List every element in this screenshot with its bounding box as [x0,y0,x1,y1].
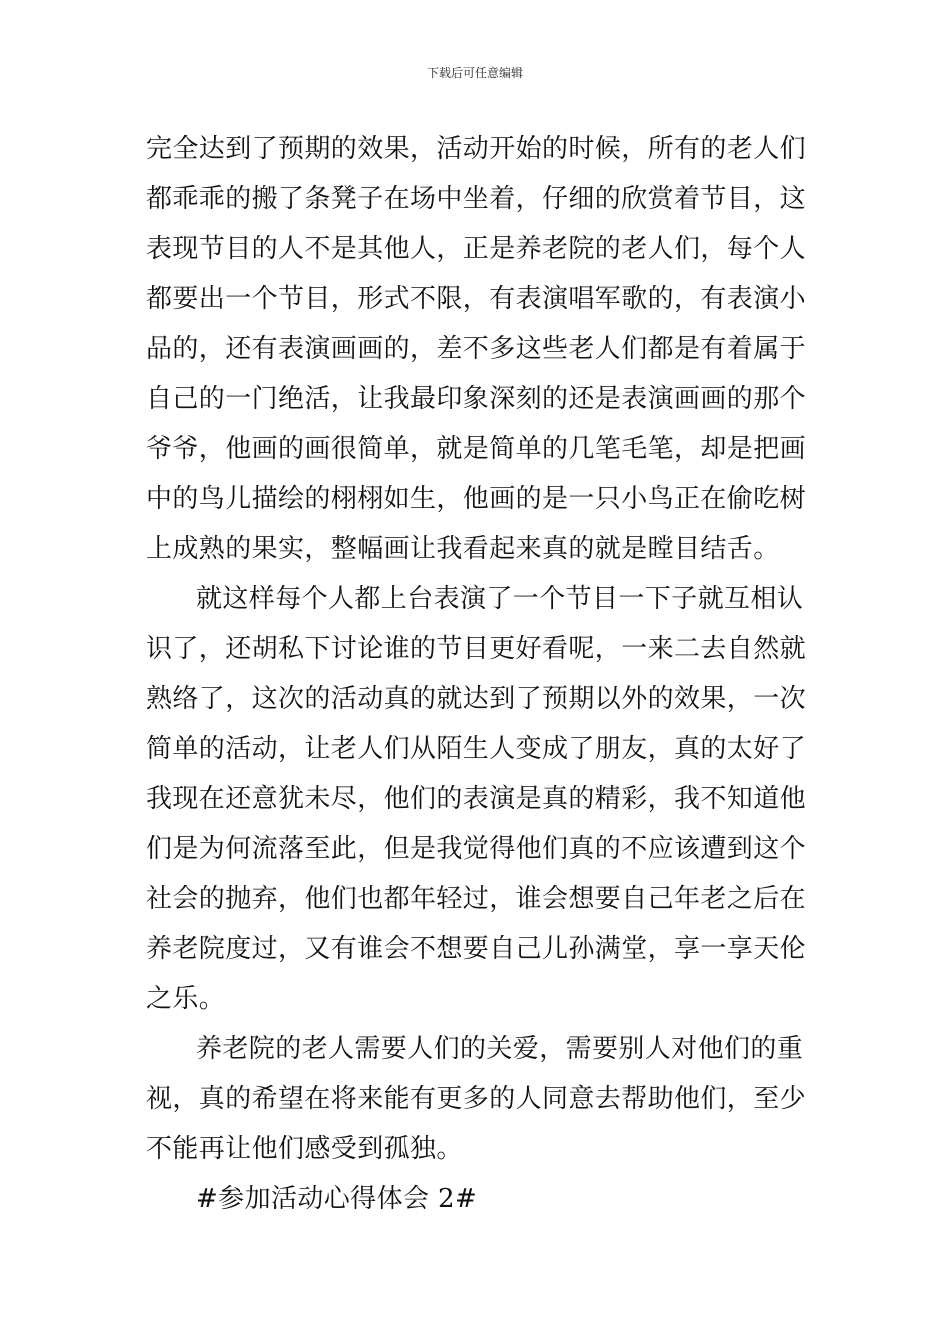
text-line: 自己的一门绝活，让我最印象深刻的还是表演画画的那个 [146,384,807,414]
text-line: 都要出一个节目，形式不限，有表演唱军歌的，有表演小 [146,284,807,314]
text-line: 上成熟的果实，整幅画让我看起来真的就是瞠目结舌。 [146,534,780,564]
text-line: 社会的抛弃，他们也都年轻过，谁会想要自己年老之后在 [146,884,807,914]
text-line: 之乐。 [146,984,226,1014]
text-line: 就这样每个人都上台表演了一个节目一下子就互相认 [196,584,804,614]
text-line: 中的鸟儿描绘的栩栩如生，他画的是一只小鸟正在偷吃树 [146,484,807,514]
section-heading: #参加活动心得体会 2# [196,1184,478,1214]
text-line: 简单的活动，让老人们从陌生人变成了朋友，真的太好了 [146,734,807,764]
text-line: 们是为何流落至此，但是我觉得他们真的不应该遭到这个 [146,834,807,864]
page-header: 下载后可任意编辑 [426,66,523,80]
text-line: 品的，还有表演画画的，差不多这些老人们都是有着属于 [146,334,807,364]
text-line: 都乖乖的搬了条凳子在场中坐着，仔细的欣赏着节目，这 [146,184,807,214]
text-line: 表现节目的人不是其他人，正是养老院的老人们，每个人 [146,234,807,264]
text-line: 不能再让他们感受到孤独。 [146,1134,463,1164]
text-line: 熟络了，这次的活动真的就达到了预期以外的效果，一次 [146,684,807,714]
text-line: 养老院度过，又有谁会不想要自己儿孙满堂，享一享天伦 [146,934,807,964]
text-line: 我现在还意犹未尽，他们的表演是真的精彩，我不知道他 [146,784,807,814]
text-line: 养老院的老人需要人们的关爱，需要别人对他们的重 [196,1034,804,1064]
text-line: 爷爷，他画的画很简单，就是简单的几笔毛笔，却是把画 [146,434,807,464]
text-line: 识了，还胡私下讨论谁的节目更好看呢，一来二去自然就 [146,634,807,664]
text-line: 完全达到了预期的效果，活动开始的时候，所有的老人们 [146,134,807,164]
text-line: 视，真的希望在将来能有更多的人同意去帮助他们，至少 [146,1084,807,1114]
